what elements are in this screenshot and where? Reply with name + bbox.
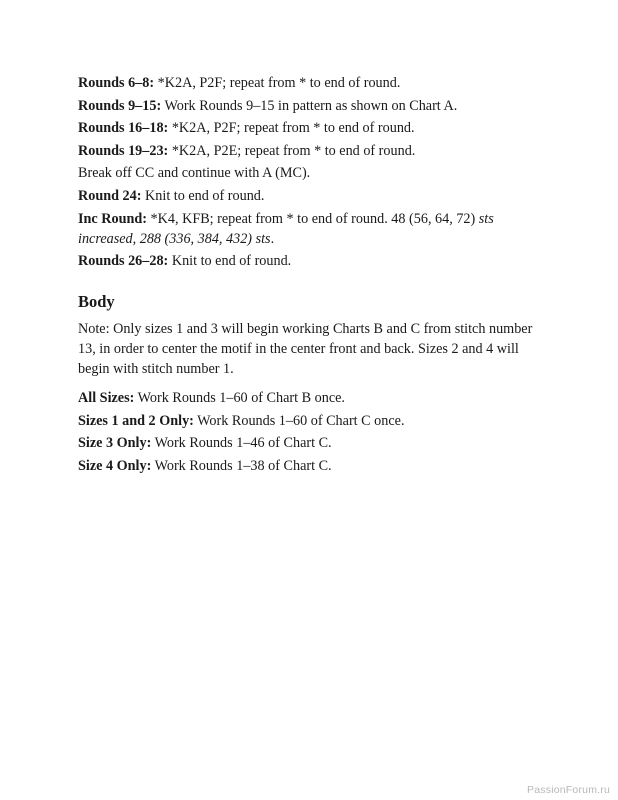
section-heading-body: Body xyxy=(78,292,115,312)
instruction-rounds-16-18 xyxy=(78,118,548,138)
instruction-text: Knit to end of round. xyxy=(141,187,265,204)
instruction-rounds-6-8 xyxy=(78,73,548,93)
instruction-all-sizes xyxy=(78,388,548,408)
instruction-label: All Sizes: xyxy=(78,390,135,407)
instruction-text: *K4, KFB; repeat from * to end of round. 48 (56, 64, 72) xyxy=(147,210,479,227)
instruction-text: Work Rounds 1–60 of Chart C once. xyxy=(193,412,405,429)
instruction-rounds-26-28 xyxy=(78,251,548,271)
instruction-label: Rounds 16–18: xyxy=(78,120,169,137)
instruction-text: *K2A, P2F; repeat from * to end of round. xyxy=(154,75,401,91)
instruction-rounds-9-15 xyxy=(78,96,548,116)
instruction-rounds-19-23 xyxy=(78,141,548,161)
body-note: Note: Only sizes 1 and 3 will begin working Charts B and C from stitch number 13, in order to center the motif in the center front and back. Sizes 2 and 4 will begin with stitch number 1. xyxy=(78,321,533,378)
instruction-size-3 xyxy=(78,433,548,453)
instruction-text: *K2A, P2F; repeat from * to end of round. xyxy=(168,120,415,137)
watermark: PassionForum.ru xyxy=(527,784,610,796)
instruction-label: Size 4 Only: xyxy=(78,457,152,474)
instruction-inc-round xyxy=(78,209,548,249)
instruction-sizes-1-2 xyxy=(78,411,548,431)
instruction-label: Rounds 26–28: xyxy=(78,253,169,270)
instruction-label: Sizes 1 and 2 Only: xyxy=(78,412,194,429)
instruction-label: Round 24: xyxy=(78,187,142,204)
instruction-italic-note: sts increased, 288 (336, 384, 432) sts xyxy=(78,210,494,247)
instruction-text: Work Rounds 1–46 of Chart C. xyxy=(151,435,332,452)
instruction-label: Inc Round: xyxy=(78,210,147,227)
instruction-text: Work Rounds 1–60 of Chart B once. xyxy=(134,390,345,407)
instruction-size-4 xyxy=(78,456,548,476)
instruction-text: Knit to end of round. xyxy=(168,253,292,270)
instruction-text: Break off CC and continue with A (MC). xyxy=(78,165,311,182)
instruction-text: Work Rounds 9–15 in pattern as shown on Chart A. xyxy=(161,97,458,114)
instruction-text: Work Rounds 1–38 of Chart C. xyxy=(151,457,332,474)
instruction-label: Rounds 6–8: xyxy=(78,75,155,91)
instruction-round-24 xyxy=(78,186,548,206)
pattern-page xyxy=(78,73,548,479)
instruction-label: Size 3 Only: xyxy=(78,435,152,452)
instruction-label: Rounds 9–15: xyxy=(78,97,162,114)
instruction-break-off-cc xyxy=(78,163,548,183)
instruction-text: *K2A, P2E; repeat from * to end of round. xyxy=(168,142,416,159)
instruction-label: Rounds 19–23: xyxy=(78,142,169,159)
instruction-end: . xyxy=(270,230,275,247)
